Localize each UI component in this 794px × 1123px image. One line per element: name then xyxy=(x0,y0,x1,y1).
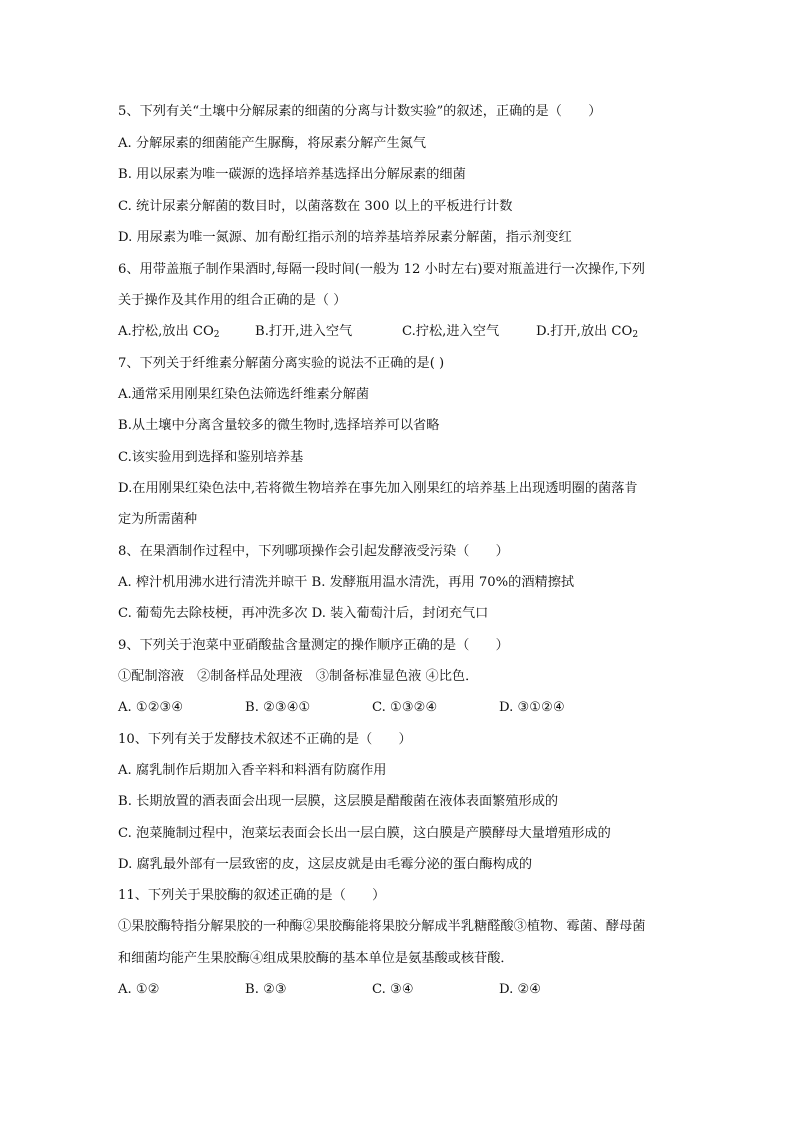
q11-option-c: C. ③④ xyxy=(372,982,414,997)
q11-option-d: D. ②④ xyxy=(499,982,542,997)
q5-option-d: D. 用尿素为唯一氮源、加有酚红指示剂的培养基培养尿素分解菌，指示剂变红 xyxy=(118,230,572,245)
q7-option-d-line1: D.在用刚果红染色法中,若将微生物培养在事先加入刚果红的培养基上出现透明圈的菌落肯 xyxy=(118,481,638,496)
q6-option-d: D.打开,放出 $CO_2$ xyxy=(536,324,639,340)
q11-option-a: A. ①② xyxy=(118,982,160,997)
q7-option-a: A.通常采用刚果红染色法筛选纤维素分解菌 xyxy=(118,387,370,402)
q7-option-c: C.该实验用到选择和鉴别培养基 xyxy=(118,450,304,465)
q8-stem: 8、在果酒制作过程中，下列哪项操作会引起发酵液受污染（ ） xyxy=(118,544,509,559)
q9-option-a: A. ①②③④ xyxy=(118,700,184,715)
q9-option-b: B. ②③④① xyxy=(245,700,311,715)
q9-option-c: C. ①③②④ xyxy=(372,700,438,715)
q6-stem-line2: 关于操作及其作用的组合正确的是（ ） xyxy=(118,293,347,308)
q9-option-d: D. ③①②④ xyxy=(499,700,565,715)
q9-steps: ①配制溶液 ②制备样品处理液 ③制备标准显色液 ④比色． xyxy=(118,669,479,684)
q6-options xyxy=(118,323,678,341)
q9-stem: 9、下列关于泡菜中亚硝酸盐含量测定的操作顺序正确的是（ ） xyxy=(118,638,509,653)
q6-option-b: B.打开,进入空气 xyxy=(255,324,353,339)
q5-option-a: A. 分解尿素的细菌能产生脲酶，将尿素分解产生氮气 xyxy=(118,136,427,151)
q8-options-ab: A. 榨汁机用沸水进行清洗并晾干 B. 发酵瓶用温水清洗，再用 70%的酒精擦拭 xyxy=(118,575,575,590)
q8-options-cd: C. 葡萄先去除枝梗，再冲洗多次 D. 装入葡萄汁后，封闭充气口 xyxy=(118,606,489,621)
q10-option-d: D. 腐乳最外部有一层致密的皮，这层皮就是由毛霉分泌的蛋白酶构成的 xyxy=(118,857,533,872)
q5-stem: 5、下列有关“土壤中分解尿素的细菌的分离与计数实验”的叙述，正确的是（ ） xyxy=(118,104,602,119)
q5-option-c: C. 统计尿素分解菌的数目时，以菌落数在 300 以上的平板进行计数 xyxy=(118,199,513,214)
q11-stem: 11、下列关于果胶酶的叙述正确的是（ ） xyxy=(118,888,386,903)
q11-statements-line2: 和细菌均能产生果胶酶④组成果胶酶的基本单位是氨基酸或核苷酸． xyxy=(118,951,514,966)
q9-options xyxy=(118,699,678,717)
q6-option-a: A.拧松,放出 $CO_2$ xyxy=(118,324,220,340)
q5-option-b: B. 用以尿素为唯一碳源的选择培养基选择出分解尿素的细菌 xyxy=(118,167,466,182)
q6-stem-line1: 6、用带盖瓶子制作果酒时,每隔一段时间(一般为 12 小时左右)要对瓶盖进行一次操作,下列 xyxy=(118,262,645,277)
q7-option-b: B.从土壤中分离含量较多的微生物时,选择培养可以省略 xyxy=(118,418,440,433)
q10-option-c: C. 泡菜腌制过程中，泡菜坛表面会长出一层白膜，这白膜是产膜酵母大量增殖形成的 xyxy=(118,826,611,841)
q11-statements-line1: ①果胶酶特指分解果胶的一种酶②果胶酶能将果胶分解成半乳糖醛酸③植物、霉菌、酵母菌 xyxy=(118,919,646,934)
q10-option-b: B. 长期放置的酒表面会出现一层膜，这层膜是醋酸菌在液体表面繁殖形成的 xyxy=(118,794,559,809)
q7-option-d-line2: 定为所需菌种 xyxy=(118,512,198,527)
q11-options xyxy=(118,981,678,999)
q10-stem: 10、下列有关于发酵技术叙述不正确的是（ ） xyxy=(118,732,412,747)
q10-option-a: A. 腐乳制作后期加入香辛料和料酒有防腐作用 xyxy=(118,763,387,778)
q6-option-c: C.拧松,进入空气 xyxy=(402,324,500,339)
q11-option-b: B. ②③ xyxy=(245,982,287,997)
q7-stem: 7、下列关于纤维素分解菌分离实验的说法不正确的是( ) xyxy=(118,356,445,371)
